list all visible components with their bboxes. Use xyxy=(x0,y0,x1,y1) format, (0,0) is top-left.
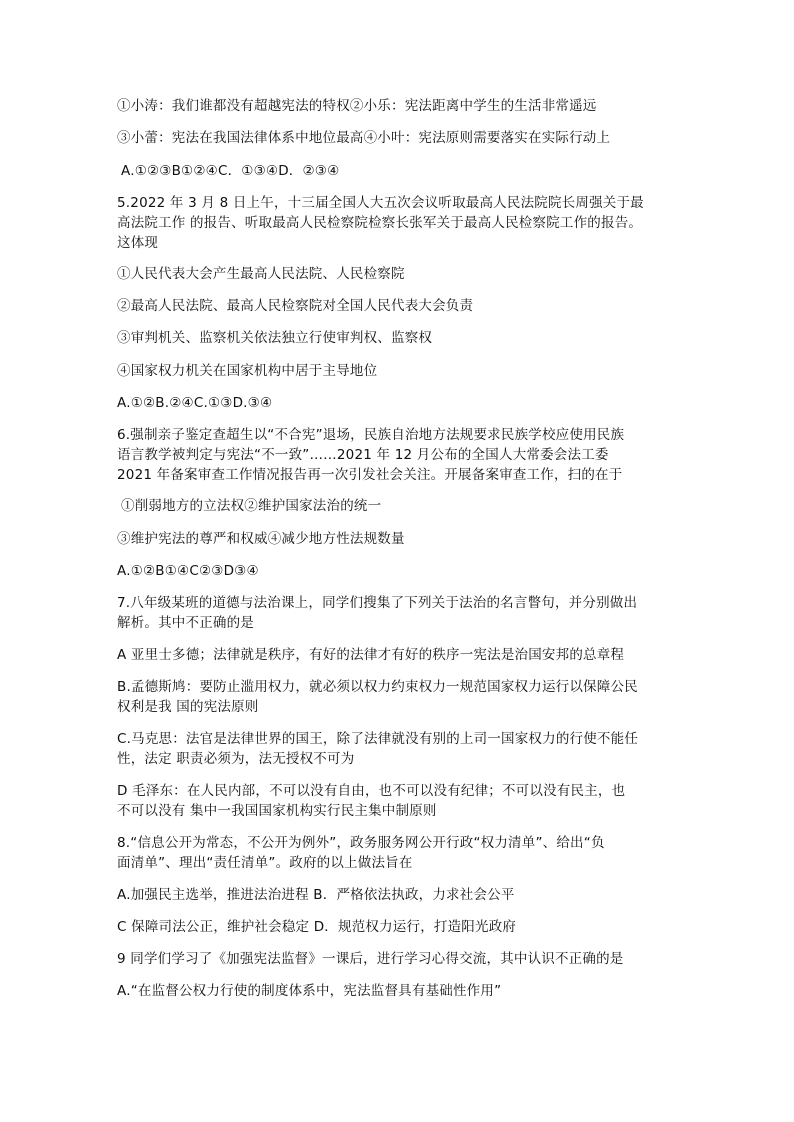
q6-statements-3-4: ③维护宪法的尊严和权威④减少地方性法规数量 xyxy=(117,531,405,547)
q7-option-c-line-1: C.马克思：法官是法律世界的国王，除了法律就没有别的上司一国家权力的行使不能任 xyxy=(117,731,639,747)
q8-stem-line-2: 面清单”、理出“责任清单”。政府的以上做法旨在 xyxy=(117,855,413,871)
q9-option-a: A.“在监督公权力行使的制度体系中，宪法监督具有基础性作用” xyxy=(117,983,502,999)
q5-statement-4: ④国家权力机关在国家机构中居于主导地位 xyxy=(117,363,378,379)
q5-stem-line-2: 高法院工作 的报告、听取最高人民检察院检察长张军关于最高人民检察院工作的报告。 xyxy=(117,215,643,231)
q5-answer-choices: A.①②B.②④C.①③D.③④ xyxy=(117,395,273,411)
q7-option-c-line-2: 性，法定 职责必须为，法无授权不可为 xyxy=(117,751,355,767)
q9-stem: 9 同学们学习了《加强宪法监督》一课后，进行学习心得交流，其中认识不正确的是 xyxy=(117,951,624,967)
q4-answer-choices: A.①②③B①②④C．①③④D．②③④ xyxy=(121,163,340,179)
q7-stem-line-2: 解析。其中不正确的是 xyxy=(117,615,254,631)
q6-statements-1-2: ①削弱地方的立法权②维护国家法治的统一 xyxy=(121,498,382,514)
q5-stem-line-3: 这体现 xyxy=(117,235,159,251)
q7-option-d-line-2: 不可以没有 集中一我国国家机构实行民主集中制原则 xyxy=(117,803,437,819)
q5-statement-2: ②最高人民法院、最高人民检察院对全国人民代表大会负责 xyxy=(117,298,474,314)
q7-option-d-line-1: D 毛泽东：在人民内部，不可以没有自由，也不可以没有纪律；不可以没有民主，也 xyxy=(117,783,626,799)
q7-option-b-line-2: 权利是我 国的宪法原则 xyxy=(117,699,259,715)
q6-stem-line-2: 语言教学被判定与宪法“不一致”……2021 年 12 月公布的全国人大常委会法工委 xyxy=(117,447,609,463)
q8-stem-line-1: 8.“信息公开为常态，不公开为例外”，政务服务网公开行政“权力清单”、给出“负 xyxy=(117,835,605,851)
option-statements-1-2: ①小涛：我们谁都没有超越宪法的特权②小乐：宪法距离中学生的生活非常遥远 xyxy=(117,98,597,114)
q6-stem-line-1: 6.强制亲子鉴定查超生以“不合宪”退场，民族自治地方法规要求民族学校应使用民族 xyxy=(117,427,625,443)
q7-option-b-line-1: B.孟德斯鸠：要防止滥用权力，就必须以权力约束权力一规范国家权力运行以保障公民 xyxy=(117,679,638,695)
q7-stem-line-1: 7.八年级某班的道德与法治课上，同学们搜集了下列关于法治的名言瞥句，并分别做出 xyxy=(117,595,638,611)
q6-stem-line-3: 2021 年备案审查工作情况报告再一次引发社会关注。开展备案审查工作，扫的在于 xyxy=(117,467,623,483)
q5-stem-line-1: 5.2022 年 3 月 8 日上午，十三届全国人大五次会议听取最高人民法院院长周强关于最 xyxy=(117,195,644,211)
q8-options-a-b: A.加强民主选举，推进法治进程 B．严格依法执政，力求社会公平 xyxy=(117,887,515,903)
option-statements-3-4: ③小蕾：宪法在我国法律体系中地位最高④小叶：宪法原则需要落实在实际行动上 xyxy=(117,130,611,146)
q5-statement-3: ③审判机关、监察机关依法独立行使审判权、监察权 xyxy=(117,330,433,346)
q7-option-a: A 亚里士多德；法律就是秩序，有好的法律才有好的秩序一宪法是治国安邦的总章程 xyxy=(117,647,625,663)
q6-answer-choices: A.①②B①④C②③D③④ xyxy=(117,563,259,579)
q5-statement-1: ①人民代表大会产生最高人民法院、人民检察院 xyxy=(117,266,405,282)
q8-options-c-d: C 保障司法公正，维护社会稳定 D．规范权力运行，打造阳光政府 xyxy=(117,919,517,935)
